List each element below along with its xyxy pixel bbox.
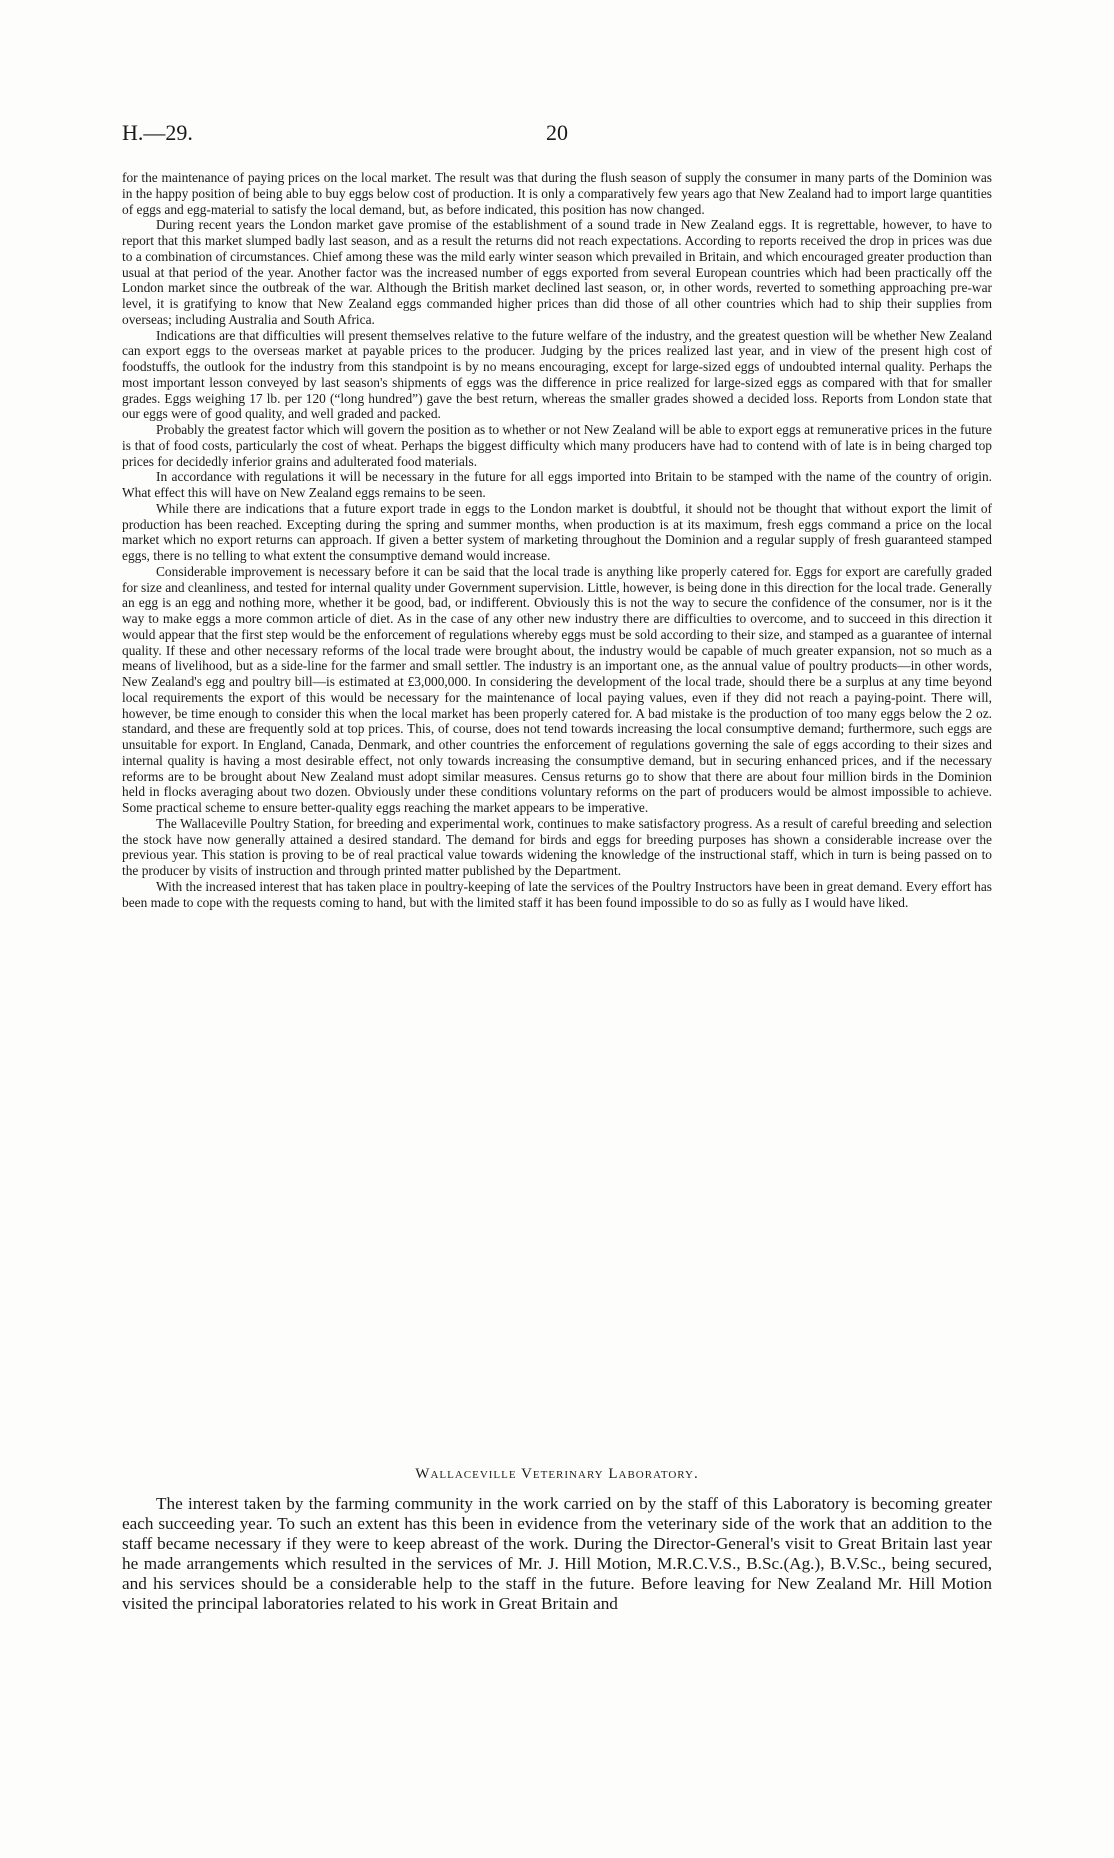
paragraph: While there are indications that a future export trade in eggs to the London market is doubtful, it should not be thought that without export the limit of production has been reached. Excepting during the spring and summer months, when production is at its maximum, fresh eggs command a price on the local market which no export returns can approach. If given a better system of marketing throughout the Dominion and a regular supply of fresh guaranteed stamped eggs, there is no telling to what extent the consumptive demand would increase.	[122, 500, 992, 563]
section-body	[122, 1494, 992, 1615]
paragraph: Indications are that difficulties will present themselves relative to the future welfare of the industry, and the greatest question will be whether New Zealand can export eggs to the overseas market at payable prices to the producer. Judging by the prices realized last year, and in view of the present high cost of foodstuffs, the outlook for the industry from this standpoint is by no means encouraging, except for large-sized eggs of undoubted internal quality. Perhaps the most important lesson conveyed by last season's shipments of eggs was the difference in price realized for large-sized eggs as compared with that for smaller grades. Eggs weighing 17 lb. per 120 (“long hundred”) gave the best return, whereas the smaller grades showed a decided loss. Reports from London state that our eggs were of good quality, and well graded and packed.	[122, 327, 992, 422]
paragraph: Considerable improvement is necessary before it can be said that the local trade is anything like properly catered for. Eggs for export are carefully graded for size and cleanliness, and tested for internal quality under Government supervision. Little, however, is being done in this direction for the local trade. Generally an egg is an egg and nothing more, whether it be good, bad, or indifferent. Obviously this is not the way to secure the confidence of the consumer, nor is it the way to make eggs a more common article of diet. As in the case of any other new industry there are difficulties to overcome, and to succeed in this direction it would appear that the first step would be the enforcement of regulations whereby eggs must be sold according to their size, and stamped as a guarantee of internal quality. If these and other necessary reforms of the local trade were brought about, the industry would be capable of much greater expansion, not so much as a means of livelihood, but as a side-line for the farmer and small settler. The industry is an important one, as the annual value of poultry products—in other words, New Zealand's egg and poultry bill—is estimated at £3,000,000. In considering the development of the local trade, should there be a surplus at any time beyond local requirements the export of this would be necessary for the maintenance of local paying values, even if they did not reach a paying-point. There will, however, be time enough to consider this when the local market has been properly catered for. A bad mistake is the production of too many eggs below the 2 oz. standard, and these are frequently sold at top prices. This, of course, does not tend towards increasing the local consumptive demand; furthermore, such eggs are unsuitable for export. In England, Canada, Denmark, and other countries the enforcement of regulations governing the sale of eggs according to their sizes and internal quality is having a most desirable effect, not only towards increasing the consumptive demand, but in securing enhanced prices, and if the necessary reforms are to be brought about New Zealand must adopt similar measures. Census returns go to show that there are about four million birds in the Dominion held in flocks averaging about two dozen. Obviously under these conditions voluntary reforms on the part of producers would be almost impossible to achieve. Some practical scheme to ensure better-quality eggs reaching the market appears to be imperative.	[122, 563, 992, 815]
page-header	[122, 120, 992, 150]
paragraph: With the increased interest that has taken place in poultry-keeping of late the services of the Poultry Instructors have been in great demand. Every effort has been made to cope with the requests coming to hand, but with the limited staff it has been found impossible to do so as fully as I would have liked.	[122, 878, 992, 910]
paragraph: The Wallaceville Poultry Station, for breeding and experimental work, continues to make satisfactory progress. As a result of careful breeding and selection the stock have now generally attained a desired standard. The demand for birds and eggs for breeding purposes has shown a considerable increase over the previous year. This station is proving to be of real practical value towards widening the knowledge of the instructional staff, which in turn is being passed on to the producer by visits of instruction and through printed matter published by the Department.	[122, 815, 992, 878]
paragraph: In accordance with regulations it will be necessary in the future for all eggs imported into Britain to be stamped with the name of the country of origin. What effect this will have on New Zealand eggs remains to be seen.	[122, 469, 992, 500]
paragraph: for the maintenance of paying prices on the local market. The result was that during the flush season of supply the consumer in many parts of the Dominion was in the happy position of being able to buy eggs below cost of production. It is only a comparatively few years ago that New Zealand had to import large quantities of eggs and egg-material to satisfy the local demand, but, as before indicated, this position has now changed.	[122, 170, 992, 217]
paragraph: The interest taken by the farming community in the work carried on by the staff of this Laboratory is becoming greater each succeeding year. To such an extent has this been in evidence from the veterinary side of the work that an addition to the staff became necessary if they were to keep abreast of the work. During the Director-General's visit to Great Britain last year he made arrangements which resulted in the services of Mr. J. Hill Motion, M.R.C.V.S., B.Sc.(Ag.), B.V.Sc., being secured, and his services should be a considerable help to the staff in the future. Before leaving for New Zealand Mr. Hill Motion visited the principal laboratories related to his work in Great Britain and	[122, 1494, 992, 1614]
paragraph: During recent years the London market gave promise of the establishment of a sound trade in New Zealand eggs. It is regrettable, however, to have to report that this market slumped badly last season, and as a result the returns did not reach expectations. According to reports received the drop in prices was due to a combination of circumstances. Chief among these was the mild early winter season which prevailed in Britain, and which encouraged greater production than usual at that period of the year. Another factor was the increased number of eggs exported from several European countries which had been practically off the London market since the outbreak of the war. Although the British market declined last season, or, in other words, reverted to something approaching pre-war level, it is gratifying to know that New Zealand eggs commanded higher prices than did those of all other countries which had to ship their supplies from overseas; including Australia and South Africa.	[122, 217, 992, 327]
body-text	[122, 170, 992, 910]
document-reference: H.—29.	[122, 120, 193, 145]
page-number: 20	[546, 120, 568, 145]
paragraph: Probably the greatest factor which will govern the position as to whether or not New Zealand will be able to export eggs at remunerative prices in the future is that of food costs, particularly the cost of wheat. Perhaps the biggest difficulty which many producers have had to contend with of late is in being charged top prices for decidedly inferior grains and adulterated food materials.	[122, 422, 992, 469]
section-heading: Wallaceville Veterinary Laboratory.	[415, 1466, 699, 1482]
